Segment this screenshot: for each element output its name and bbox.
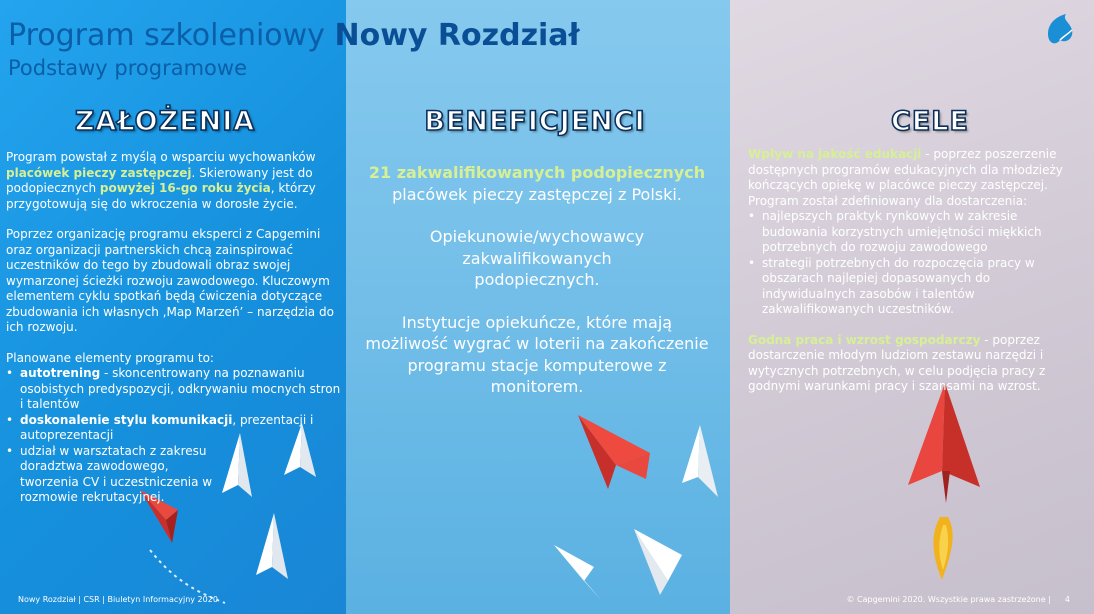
beneficjenci-paragraph-3: Instytucje opiekuńcze, które mają możliwość wygrać w loterii na zakończenie programu stacje komputerowe z monitorem. — [365, 312, 709, 396]
cele-list — [748, 209, 1078, 318]
page-title — [8, 18, 580, 54]
red-paper-plane-icon — [908, 383, 980, 503]
page-number: 4 — [1064, 595, 1070, 604]
title-bold: Nowy Rozdział — [334, 18, 580, 53]
white-paper-plane-icon — [256, 513, 288, 579]
list-item: • autotrening - skoncentrowany na poznawaniu osobistych predyspozycji, odkrywaniu mocnych stron i talentów — [6, 366, 342, 413]
capgemini-spade-icon — [1040, 10, 1080, 50]
list-item: • najlepszych praktyk rynkowych w zakresie budowania korzystnych umiejętności miękkich potrzebnych do rozwoju zawodowego — [748, 209, 1078, 256]
zalozenia-list-intro: Planowane elementy programu to: — [6, 350, 214, 365]
copyright: © Capgemini 2020. Wszystkie prawa zastrzeżone | — [846, 595, 1051, 604]
zalozenia-paragraph-2: Poprzez organizację programu eksperci z Capgemini oraz organizacji partnerskich chcą zainspirować uczestników do tego by zbudowali obraz swojej wymarzonej ścieżki rozwoju zawodowego. Kluczowym elementem cyklu spotkań będą ćwiczenia dotyczące zbudowania ich własnych ‚Map Marzeń’ – narzędzia do ich rozwoju. — [6, 227, 334, 334]
white-paper-plane-icon — [554, 545, 602, 601]
heading-beneficjenci: BENEFICJENCI — [424, 106, 646, 137]
footer-right — [846, 595, 1070, 604]
cele-goal-2: Godna praca i wzrost gospodarczy - poprzez dostarczenie młodym ludziom zestawu narzędzi i wytycznych potrzebnych, w celu podjęcia pracy z godnymi warunkami pracy i szansami na wzrost. — [748, 332, 1046, 393]
list-item: • doskonalenie stylu komunikacji, prezentacji i autoprezentacji — [6, 413, 342, 444]
list-item: • strategii potrzebnych do rozpoczęcia pracy w obszarach najlepiej dopasowanych do indywidualnych zasobów i talentów zakwalifikowanych uczestników. — [748, 256, 1078, 318]
zalozenia-list — [6, 366, 342, 506]
beneficjenci-paragraph-2: Opiekunowie/wychowawcy zakwalifikowanych podopiecznych. — [429, 227, 645, 289]
cele-goal-1: Wpływ na jakość edukacji - poprzez poszerzenie dostępnych programów edukacyjnych dla młodzieży kończących opiekę w placówce pieczy zastępczej. — [748, 147, 1063, 192]
cele-goal-1-intro: Program został zdefiniowany dla dostarczenia: — [748, 193, 1028, 208]
footer-left: Nowy Rozdział | CSR | Biuletyn Informacyjny 2020 — [18, 595, 218, 604]
rocket-paper-plane-illustration — [880, 375, 1010, 614]
zalozenia-content — [6, 150, 342, 506]
list-item: • udział w warsztatach z zakresu doradztwa zawodowego, tworzenia CV i uczestniczenia w rozmowie rekrutacyjnej. — [6, 444, 226, 506]
red-paper-plane-icon — [578, 415, 650, 489]
beneficjenci-paragraph-1: 21 zakwalifikowanych podopiecznych placówek pieczy zastępczej z Polski. — [368, 163, 706, 204]
header — [8, 18, 580, 80]
heading-zalozenia: ZAŁOŻENIA — [74, 106, 256, 137]
zalozenia-paragraph-1: Program powstał z myślą o wsparciu wychowanków placówek pieczy zastępczej. Skierowany jest do podopiecznych powyżej 16-go roku życia, którzy przygotowują się do wkroczenia w dorosłe życie. — [6, 150, 316, 211]
white-paper-plane-icon — [634, 529, 682, 595]
page-subtitle: Podstawy programowe — [8, 56, 247, 80]
cele-content — [748, 147, 1078, 395]
rocket-flame-icon — [933, 517, 952, 580]
heading-cele: CELE — [891, 106, 969, 137]
paper-planes-mid-illustration — [550, 405, 730, 614]
title-regular: Program szkoleniowy — [8, 18, 335, 53]
beneficjenci-content — [362, 162, 712, 419]
white-paper-plane-icon — [682, 425, 718, 497]
